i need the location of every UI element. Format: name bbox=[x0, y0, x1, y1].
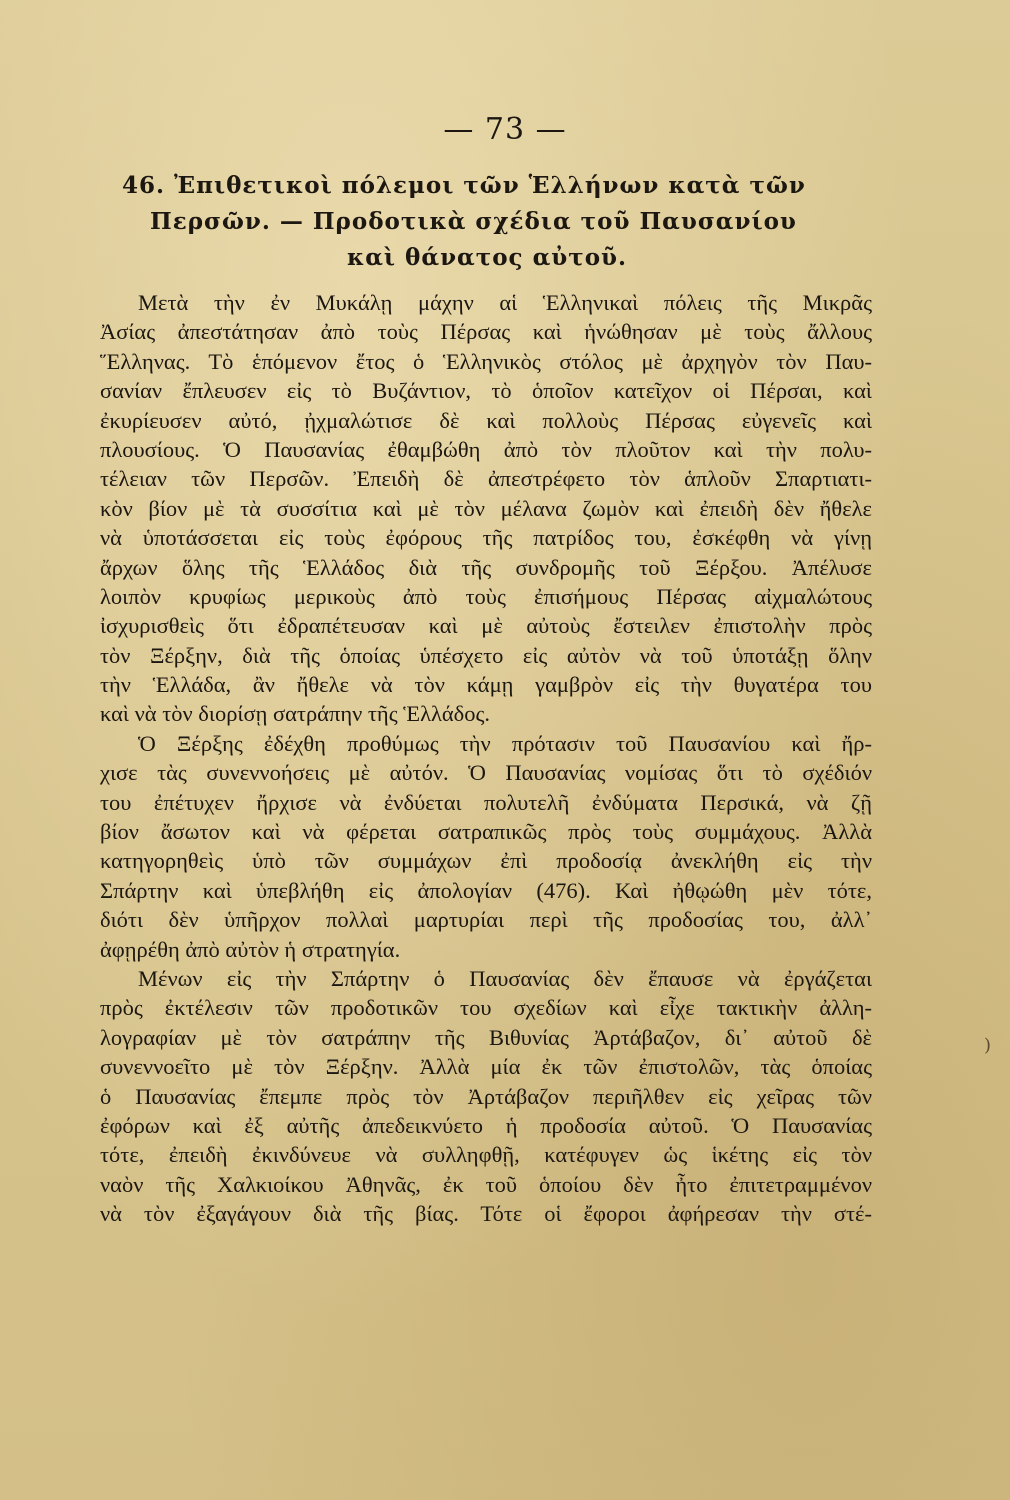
text-line: ἰσχυρισθεὶς ὅτι ἐδραπέτευσαν καὶ μὲ αὐτοὺς ἔστειλεν ἐπιστολὴν πρὸς bbox=[100, 613, 872, 639]
text-line: Ὁ Ξέρξης ἐδέχθη προθύμως τὴν πρότασιν τοῦ Παυσανίου καὶ ἤρ- bbox=[138, 730, 872, 756]
page-number: — 73 — bbox=[443, 112, 567, 147]
text-line: Σπάρτην καὶ ὑπεβλήθη εἰς ἀπολογίαν (476). Καὶ ἠθῳώθη μὲν τότε, bbox=[100, 877, 872, 903]
text-line: Μένων εἰς τὴν Σπάρτην ὁ Παυσανίας δὲν ἔπαυσε νὰ ἐργάζεται bbox=[138, 965, 872, 991]
text-line: του ἐπέτυχεν ἤρχισε νὰ ἐνδύεται πολυτελῆ ἐνδύματα Περσικά, νὰ ζῇ bbox=[100, 789, 872, 815]
text-line: κὸν βίον μὲ τὰ συσσίτια καὶ μὲ τὸν μέλανα ζωμὸν καὶ ἐπειδὴ δὲν ἤθελε bbox=[100, 495, 872, 521]
text-line: ναὸν τῆς Χαλκιοίκου Ἀθηνᾶς, ἐκ τοῦ ὁποίου δὲν ἦτο ἐπιτετραμμένον bbox=[100, 1171, 872, 1197]
heading-line: Περσῶν. — Προδοτικὰ σχέδια τοῦ Παυσανίου bbox=[150, 208, 797, 235]
text-line: τὴν Ἑλλάδα, ἂν ἤθελε νὰ τὸν κάμῃ γαμβρὸν εἰς τὴν θυγατέρα του bbox=[100, 672, 872, 698]
text-line: Ἕλληνας. Τὸ ἑπόμενον ἔτος ὁ Ἑλληνικὸς στόλος μὲ ἀρχηγὸν τὸν Παυ- bbox=[100, 348, 872, 374]
text-line: τὸν Ξέρξην, διὰ τῆς ὁποίας ὑπέσχετο εἰς αὐτὸν νὰ τοῦ ὑποτάξῃ ὅλην bbox=[100, 642, 872, 668]
text-line: κατηγορηθεὶς ὑπὸ τῶν συμμάχων ἐπὶ προδοσίᾳ ἀνεκλήθη εἰς τὴν bbox=[100, 848, 872, 874]
text-line: ἀφῃρέθη ἀπὸ αὐτὸν ἡ στρατηγία. bbox=[100, 936, 401, 962]
text-line: καὶ νὰ τὸν διορίσῃ σατράπην τῆς Ἑλλάδος. bbox=[100, 701, 491, 727]
text-line: Μετὰ τὴν ἐν Μυκάλῃ μάχην αἱ Ἑλληνικαὶ πόλεις τῆς Μικρᾶς bbox=[138, 290, 872, 315]
text-line: χισε τὰς συνεννοήσεις μὲ αὐτόν. Ὁ Παυσανίας νομίσας ὅτι τὸ σχέδιόν bbox=[100, 760, 872, 786]
margin-mark: ) bbox=[984, 1035, 992, 1056]
text-line: ἄρχων ὅλης τῆς Ἑλλάδος διὰ τῆς συνδρομῆς τοῦ Ξέρξου. Ἀπέλυσε bbox=[100, 554, 872, 580]
text-line: πρὸς ἐκτέλεσιν τῶν προδοτικῶν του σχεδίων καὶ εἶχε τακτικὴν ἀλλη- bbox=[100, 995, 872, 1021]
text-line: τέλειαν τῶν Περσῶν. Ἐπειδὴ δὲ ἀπεστρέφετο τὸν ἁπλοῦν Σπαρτιατι- bbox=[100, 466, 872, 492]
text-line: νὰ τὸν ἐξαγάγουν διὰ τῆς βίας. Τότε οἱ ἔφοροι ἀφήρεσαν τὴν στέ- bbox=[100, 1201, 872, 1227]
heading-line: 46. Ἐπιθετικοὶ πόλεμοι τῶν Ἑλλήνων κατὰ τῶν bbox=[122, 172, 806, 199]
text-line: πλουσίους. Ὁ Παυσανίας ἐθαμβώθη ἀπὸ τὸν πλοῦτον καὶ τὴν πολυ- bbox=[100, 436, 872, 462]
text-line: τότε, ἐπειδὴ ἐκινδύνευε νὰ συλληφθῇ, κατέφυγεν ὡς ἱκέτης εἰς τὸν bbox=[100, 1142, 872, 1168]
text-line: συνεννοεῖτο μὲ τὸν Ξέρξην. Ἀλλὰ μία ἐκ τῶν ἐπιστολῶν, τὰς ὁποίας bbox=[100, 1054, 872, 1080]
section-heading bbox=[122, 168, 882, 276]
text-line: ἐφόρων καὶ ἐξ αὐτῆς ἀπεδεικνύετο ἡ προδοσία αὐτοῦ. Ὁ Παυσανίας bbox=[100, 1112, 872, 1138]
text-line: ἐκυρίευσεν αὐτό, ᾐχμαλώτισε δὲ καὶ πολλοὺς Πέρσας εὐγενεῖς καὶ bbox=[100, 407, 872, 433]
text-line: λογραφίαν μὲ τὸν σατράπην τῆς Βιθυνίας Ἀρτάβαζον, δι᾿ αὐτοῦ δὲ bbox=[100, 1024, 872, 1050]
text-line: βίον ἄσωτον καὶ νὰ φέρεται σατραπικῶς πρὸς τοὺς συμμάχους. Ἀλλὰ bbox=[100, 819, 872, 845]
body-text bbox=[100, 288, 872, 1229]
text-line: Ἀσίας ἀπεστάτησαν ἀπὸ τοὺς Πέρσας καὶ ἡνώθησαν μὲ τοὺς ἄλλους bbox=[100, 319, 872, 345]
text-line: διότι δὲν ὑπῆρχον πολλαὶ μαρτυρίαι περὶ τῆς προδοσίας του, ἀλλ᾿ bbox=[100, 907, 872, 933]
text-line: σανίαν ἔπλευσεν εἰς τὸ Βυζάντιον, τὸ ὁποῖον κατεῖχον οἱ Πέρσαι, καὶ bbox=[100, 378, 872, 404]
heading-line: καὶ θάνατος αὐτοῦ. bbox=[346, 244, 628, 271]
text-line: λοιπὸν κρυφίως μερικοὺς ἀπὸ τοὺς ἐπισήμους Πέρσας αἰχμαλώτους bbox=[100, 583, 872, 609]
text-line: νὰ ὑποτάσσεται εἰς τοὺς ἐφόρους τῆς πατρίδος του, ἐσκέφθη νὰ γίνῃ bbox=[100, 525, 872, 551]
text-line: ὁ Παυσανίας ἔπεμπε πρὸς τὸν Ἀρτάβαζον περιῆλθεν εἰς χεῖρας τῶν bbox=[100, 1083, 872, 1109]
